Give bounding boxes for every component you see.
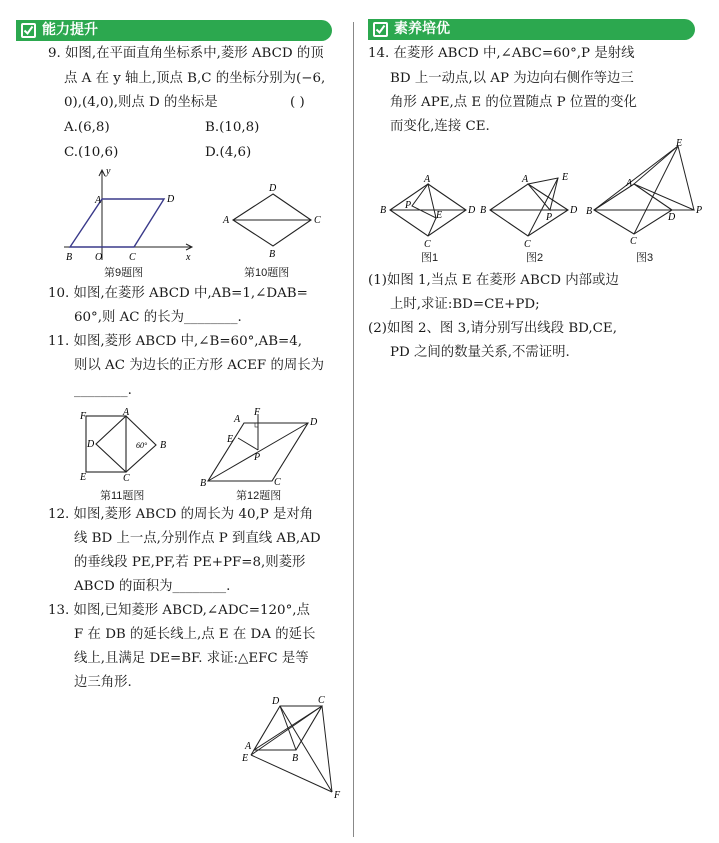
label-B: B [200,478,207,489]
q10-line-1: 10. 如图,在菱形 ABCD 中,AB=1,∠DAB= [48,286,308,301]
figure-q13 [238,692,348,807]
label-E: E [227,434,234,445]
label-F: F [254,407,261,418]
q13-line-4: 边三角形. [74,675,132,690]
q14-part1-line-1: (1)如图 1,当点 E 在菱形 ABCD 内部或边 [368,273,619,288]
label-P: P [546,212,553,223]
q9-option-a: A.(6,8) [64,120,110,135]
q12-line-1: 12. 如图,菱形 ABCD 的周长为 40,P 是对角 [48,507,314,522]
label-x: x [186,252,191,263]
label-B: B [480,205,487,216]
q9-answer-paren: ( ) [290,95,305,110]
q13-line-1: 13. 如图,已知菱形 ABCD,∠ADC=120°,点 [48,603,310,618]
label-P: P [405,200,412,211]
label-B: B [160,440,167,451]
label-A: A [223,215,230,226]
label-C: C [123,473,130,484]
label-B: B [269,249,276,260]
label-C: C [318,695,325,706]
q9-line-1: 9. 如图,在平面直角坐标系中,菱形 ABCD 的顶 [48,46,324,61]
q9-line-2: 点 A 在 y 轴上,顶点 B,C 的坐标分别为(−6, [64,71,326,86]
q11-line-3: ________. [74,383,132,398]
q11-line-1: 11. 如图,菱形 ABCD 中,∠B=60°,AB=4, [48,334,303,349]
q11-line-2: 则以 AC 为边长的正方形 ACEF 的周长为 [74,358,325,373]
section-title: 素养培优 [394,21,450,37]
label-C: C [524,239,531,250]
section-title: 能力提升 [42,22,98,38]
column-divider [353,22,354,837]
q12-line-3: 的垂线段 PE,PF,若 PE+PF=8,则菱形 [74,555,306,570]
q14-line-1: 14. 在菱形 ABCD 中,∠ABC=60°,P 是射线 [368,46,635,61]
label-D: D [310,417,318,428]
figure-q14-3 [586,138,716,250]
label-P: P [696,205,703,216]
q9-caption: 第9题图 [104,267,144,279]
label-D: D [87,439,95,450]
q14-part2-line-2: PD 之间的数量关系,不需证明. [390,345,570,360]
label-D: D [570,205,578,216]
figure-q14-2 [480,170,593,252]
q13-line-2: F 在 DB 的延长线上,点 E 在 DA 的延长 [74,627,316,642]
label-A: A [626,178,633,189]
label-D: D [468,205,476,216]
label-B: B [292,753,299,764]
label-E: E [242,753,249,764]
label-E: E [436,210,443,221]
figure-q11 [76,408,176,488]
label-E: E [80,472,87,483]
label-A: A [245,741,252,752]
q14-part2-line-1: (2)如图 2、图 3,请分别写出线段 BD,CE, [368,321,617,336]
q14-part1-line-2: 上时,求证:BD=CE+PD; [390,297,540,312]
label-D: D [167,194,175,205]
figure-q12 [200,408,320,488]
label-E: E [676,138,683,149]
q9-option-c: C.(10,6) [64,145,119,160]
section-header-ability [16,20,332,41]
label-C: C [274,477,281,488]
q12-line-2: 线 BD 上一点,分别作点 P 到直线 AB,AD [74,531,321,546]
figure-q14-1 [374,172,474,252]
q14-line-2: BD 上一动点,以 AP 为边向右侧作等边三 [390,71,634,86]
label-A: A [123,407,130,418]
label-P: P [254,452,261,463]
label-C: C [129,252,136,263]
q13-line-3: 线上,且满足 DE=BF. 求证:△EFC 是等 [74,651,309,666]
label-D: D [272,696,280,707]
label-A: A [424,174,431,185]
q12-line-4: ABCD 的面积为________. [74,579,231,594]
checkbox-icon [373,22,388,37]
figure-q10 [215,180,325,260]
label-A: A [234,414,241,425]
q10-line-2: 60°,则 AC 的长为________. [74,310,242,325]
label-D: D [269,183,277,194]
q12-caption: 第12题图 [236,490,282,502]
label-y: y [106,166,111,177]
q14-fig3-caption: 图3 [636,252,654,264]
label-60deg: 60° [136,441,148,450]
label-A: A [522,174,529,185]
section-header-literacy [368,19,695,40]
label-B: B [66,252,73,263]
q14-fig2-caption: 图2 [526,252,544,264]
label-C: C [424,239,431,250]
left-column [0,0,350,843]
q14-line-4: 而变化,连接 CE. [390,119,490,134]
label-C: C [630,236,637,247]
q14-fig1-caption: 图1 [421,252,439,264]
label-F: F [80,411,87,422]
label-D: D [668,212,676,223]
q11-caption: 第11题图 [100,490,145,502]
label-O: O [95,252,103,263]
label-B: B [380,205,387,216]
label-A: A [95,195,102,206]
label-F: F [334,790,341,801]
q14-line-3: 角形 APE,点 E 的位置随点 P 位置的变化 [390,95,637,110]
figure-q9 [62,165,197,265]
label-B: B [586,206,593,217]
label-C: C [314,215,321,226]
right-column [360,0,719,843]
q9-option-d: D.(4,6) [205,145,252,160]
q9-line-3: 0),(4,0),则点 D 的坐标是 [64,95,218,110]
q9-option-b: B.(10,8) [205,120,260,135]
checkbox-icon [21,23,36,38]
q10-caption: 第10题图 [244,267,290,279]
label-E: E [562,172,569,183]
